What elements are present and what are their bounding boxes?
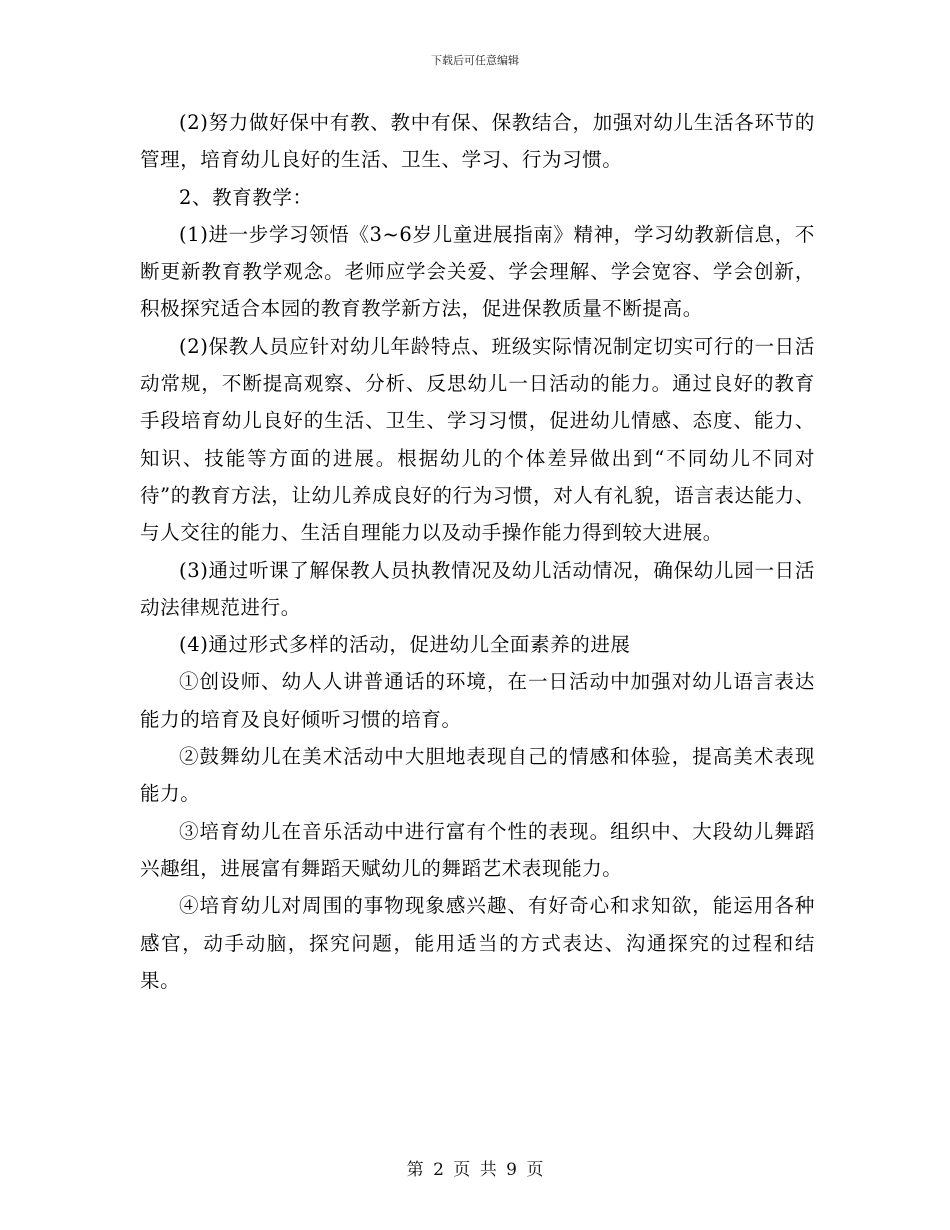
paragraph-teaching-4: (4)通过形式多样的活动，促进幼儿全面素养的进展	[179, 633, 631, 657]
section-heading-teaching: 2、教育教学：	[179, 185, 313, 209]
list-item-4: ④培育幼儿对周围的事物现象感兴趣、有好奇心和求知欲，能运用各种感官，动手动脑，探究问题，能用适当的方式表达、沟通探究的过程和结果。	[140, 894, 815, 992]
page-number-footer: 第 2 页 共 9 页	[406, 1160, 544, 1180]
list-item-1: ①创设师、幼人人讲普通话的环境，在一日活动中加强对幼儿语言表达能力的培育及良好倾听习惯的培育。	[140, 670, 815, 731]
paragraph-teaching-1: (1)进一步学习领悟《3~6岁儿童进展指南》精神，学习幼教新信息，不断更新教育教学观念。老师应学会关爱、学会理解、学会宽容、学会创新，积极探究适合本园的教育教学新方法，促进保教质量不断提高。	[140, 222, 815, 321]
document-body	[140, 104, 815, 999]
page-header-note: 下载后可任意编辑	[431, 54, 519, 67]
paragraph-care-education: (2)努力做好保中有教、教中有保、保教结合，加强对幼儿生活各环节的管理，培育幼儿良好的生活、卫生、学习、行为习惯。	[140, 111, 815, 172]
list-item-3: ③培育幼儿在音乐活动中进行富有个性的表现。组织中、大段幼儿舞蹈兴趣组，进展富有舞蹈天赋幼儿的舞蹈艺术表现能力。	[140, 819, 815, 880]
paragraph-teaching-3: (3)通过听课了解保教人员执教情况及幼儿活动情况，确保幼儿园一日活动法律规范进行。	[140, 558, 815, 619]
list-item-2: ②鼓舞幼儿在美术活动中大胆地表现自己的情感和体验，提高美术表现能力。	[140, 745, 815, 806]
paragraph-teaching-2: (2)保教人员应针对幼儿年龄特点、班级实际情况制定切实可行的一日活动常规，不断提高观察、分析、反思幼儿一日活动的能力。通过良好的教育手段培育幼儿良好的生活、卫生、学习习惯，促进幼儿情感、态度、能力、知识、技能等方面的进展。根据幼儿的个体差异做出到“不同幼儿不同对待”的教育方法，让幼儿养成良好的行为习惯，对人有礼貌，语言表达能力、与人交往的能力、生活自理能力以及动手操作能力得到较大进展。	[140, 334, 815, 545]
